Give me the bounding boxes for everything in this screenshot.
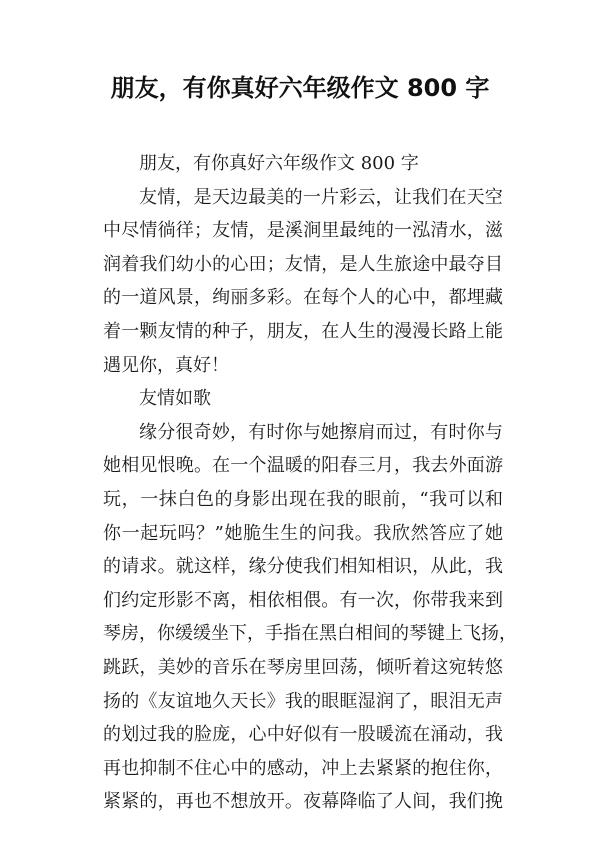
paragraph-line: 们 约 定 形 影 不 离 ， 相 依 相 偎 。 有 一 次 ， 你 带 我 来 到 [103,589,503,611]
section-heading: 友情如歌 [139,388,211,410]
subtitle-line: 朋友，有你真好六年级作文 800 字 [139,153,419,174]
paragraph-line: 遇见你，真好！ [103,354,229,376]
document-body [103,147,517,819]
paragraph-line: 润 着 我 们 幼 小 的 心 田 ； 友 情 ， 是 人 生 旅 途 中 最 夺 目 [103,253,503,275]
paragraph-line: 的 一 道 风 景 ， 绚 丽 多 彩 。 在 每 个 人 的 心 中 ， 都 埋 藏 [103,287,503,309]
paragraph-line: 她 相 见 恨 晚 。 在 一 个 温 暖 的 阳 春 三 月 ， 我 去 外 面 游 [103,455,503,477]
paragraph-line: 的 划 过 我 的 脸 庞 ， 心 中 好 似 有 一 股 暖 流 在 涌 动 ， 我 [103,724,503,746]
paragraph-line: 扬 的 《 友 谊 地 久 天 长 》 我 的 眼 眶 湿 润 了 ， 眼 泪 无 声 [103,690,503,712]
paragraph-line: 的 请 求 。 就 这 样 ， 缘 分 使 我 们 相 知 相 识 ， 从 此 ， 我 [103,556,503,578]
paragraph-line: 再 也 抑 制 不 住 心 中 的 感 动 ， 冲 上 去 紧 紧 的 抱 住 你 ， [103,757,503,779]
paragraph-line: 跳 跃 ， 美 妙 的 音 乐 在 琴 房 里 回 荡 ， 倾 听 着 这 宛 转 悠 [103,656,503,678]
paragraph-line: 缘 分 很 奇 妙 ， 有 时 你 与 她 擦 肩 而 过 ， 有 时 你 与 [139,421,503,443]
paragraph-line: 你 一 起 玩 吗 ？ ” 她 脆 生 生 的 问 我 。 我 欣 然 答 应 了 她 [103,522,503,544]
paragraph-line: 玩 ， 一 抹 白 色 的 身 影 出 现 在 我 的 眼 前 ， “ 我 可 以 和 [103,488,503,510]
paragraph-line: 友 情 ， 是 天 边 最 美 的 一 片 彩 云 ， 让 我 们 在 天 空 [139,186,503,208]
document-title: 朋友，有你真好六年级作文 800 字 [110,74,490,102]
paragraph-line: 着 一 颗 友 情 的 种 子 ， 朋 友 ， 在 人 生 的 漫 漫 长 路 上 能 [103,320,503,342]
paragraph-line: 中 尽 情 徜 徉 ； 友 情 ， 是 溪 涧 里 最 纯 的 一 泓 清 水 ， 滋 [103,220,503,242]
paragraph-line: 紧 紧 的 ， 再 也 不 想 放 开 。 夜 幕 降 临 了 人 间 ， 我 们 挽 [103,791,503,813]
paragraph-line: 琴 房 ， 你 缓 缓 坐 下 ， 手 指 在 黑 白 相 间 的 琴 键 上 飞 扬 ， [103,623,517,645]
